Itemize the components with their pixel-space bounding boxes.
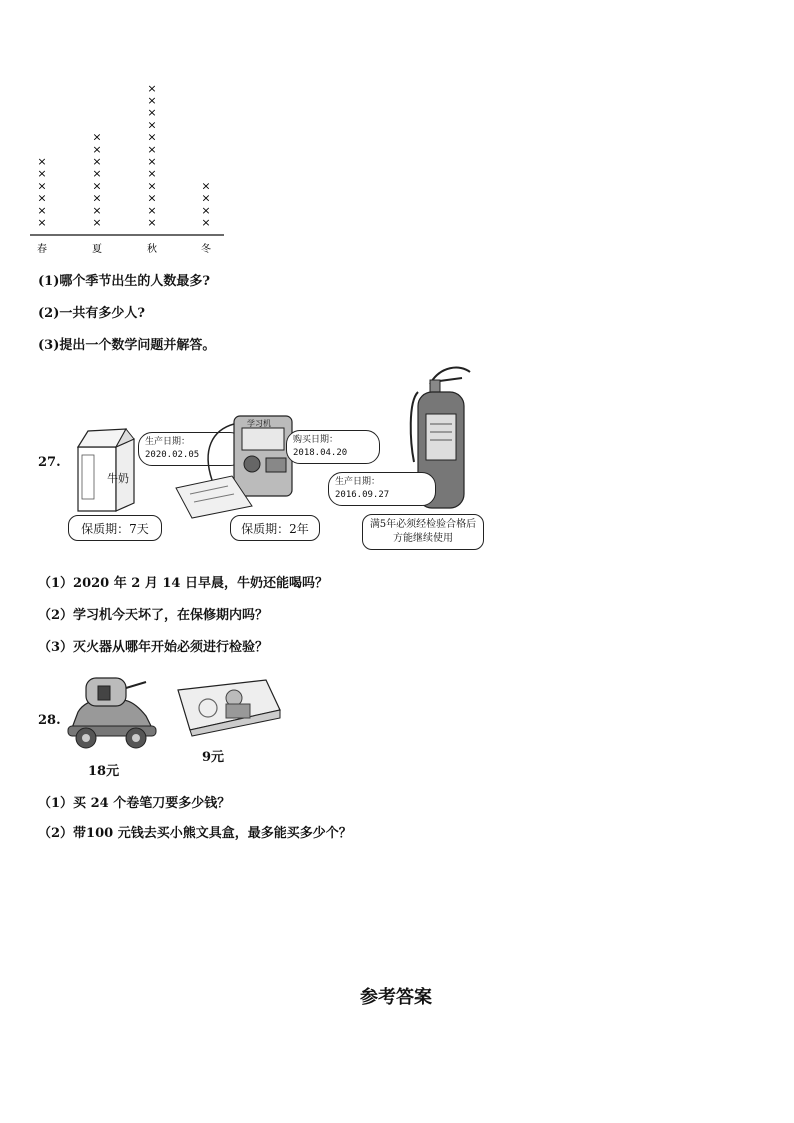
milk-carton-label: 牛奶 — [107, 472, 129, 485]
dot-mark: × — [92, 191, 102, 205]
inspection-note: 满5年必须经检验合格后方能继续使用 — [369, 519, 477, 544]
milk-shelf-life-box — [68, 515, 162, 541]
x-tick-label: 秋 — [147, 244, 157, 255]
x-tick-label: 春 — [37, 244, 47, 255]
dot-mark: × — [201, 216, 211, 229]
dot-mark: × — [92, 155, 102, 168]
dot-mark: × — [37, 203, 47, 217]
inspection-note-box — [362, 514, 484, 550]
learning-machine-label: 学习机 — [247, 419, 271, 428]
learning-machine-icon — [172, 410, 302, 520]
dot-mark: × — [201, 179, 211, 193]
q26-question-3: (3)提出一个数学问题并解答。 — [38, 338, 216, 353]
dot-mark: × — [147, 94, 157, 107]
pencil-sharpener-icon — [64, 672, 160, 756]
dot-mark: × — [147, 191, 157, 205]
dot-mark: × — [201, 191, 211, 205]
dot-mark: × — [147, 81, 157, 95]
purchase-date-bubble — [286, 430, 380, 464]
dot-mark: × — [147, 155, 157, 168]
q28-question-2: （2）带100 元钱去买小熊文具盒，最多能买多少个？ — [38, 826, 352, 841]
dot-mark: × — [92, 142, 102, 156]
dot-mark: × — [37, 216, 47, 229]
warranty-period: 保质期：2年 — [241, 521, 309, 536]
answers-heading: 参考答案 — [360, 987, 432, 1008]
dot-mark: × — [92, 167, 102, 181]
dot-mark: × — [92, 216, 102, 229]
q28-number: 28. — [38, 713, 61, 728]
q26-question-2: (2)一共有多少人? — [38, 306, 145, 321]
q27-number: 27. — [38, 455, 61, 470]
dot-mark: × — [37, 191, 47, 205]
q27-question-2: （2）学习机今天坏了，在保修期内吗？ — [38, 608, 269, 623]
dot-mark: × — [147, 167, 157, 181]
dot-mark: × — [147, 118, 157, 132]
dot-mark: × — [37, 167, 47, 181]
warranty-box — [230, 515, 320, 541]
dot-mark: × — [147, 106, 157, 120]
dot-mark: × — [201, 203, 211, 217]
dot-mark: × — [92, 203, 102, 217]
extinguisher-production-date-bubble — [328, 472, 436, 506]
extinguisher-bubble-label: 生产日期： — [335, 477, 381, 487]
q28-question-1: （1）买 24 个卷笔刀要多少钱？ — [38, 796, 231, 811]
dot-mark: × — [147, 216, 157, 229]
dot-mark: × — [147, 179, 157, 193]
sharpener-price: 18元 — [88, 764, 120, 779]
x-tick-label: 夏 — [92, 244, 102, 255]
dot-mark: × — [37, 179, 47, 193]
q26-question-1: (1)哪个季节出生的人数最多? — [38, 274, 210, 289]
dot-mark: × — [147, 203, 157, 217]
x-tick-label: 冬 — [201, 244, 211, 255]
dot-mark: × — [92, 179, 102, 193]
q27-question-1: （1）2020 年 2 月 14 日早晨，牛奶还能喝吗？ — [38, 576, 328, 591]
dot-mark: × — [147, 142, 157, 156]
purchase-bubble-label: 购买日期： — [293, 435, 339, 445]
dot-mark: × — [37, 155, 47, 168]
q27-question-3: （3）灭火器从哪年开始必须进行检验？ — [38, 640, 269, 655]
extinguisher-bubble-date: 2016.09.27 — [335, 490, 390, 500]
milk-bubble-label: 生产日期： — [145, 437, 191, 447]
purchase-bubble-date: 2018.04.20 — [293, 448, 348, 458]
pencil-box-price: 9元 — [202, 750, 225, 765]
milk-shelf-life: 保质期：7天 — [81, 521, 149, 536]
season-dot-plot — [30, 80, 230, 260]
milk-bubble-date: 2020.02.05 — [145, 450, 200, 460]
pencil-box-icon — [172, 676, 284, 738]
dot-mark: × — [147, 130, 157, 144]
dot-mark: × — [92, 130, 102, 144]
